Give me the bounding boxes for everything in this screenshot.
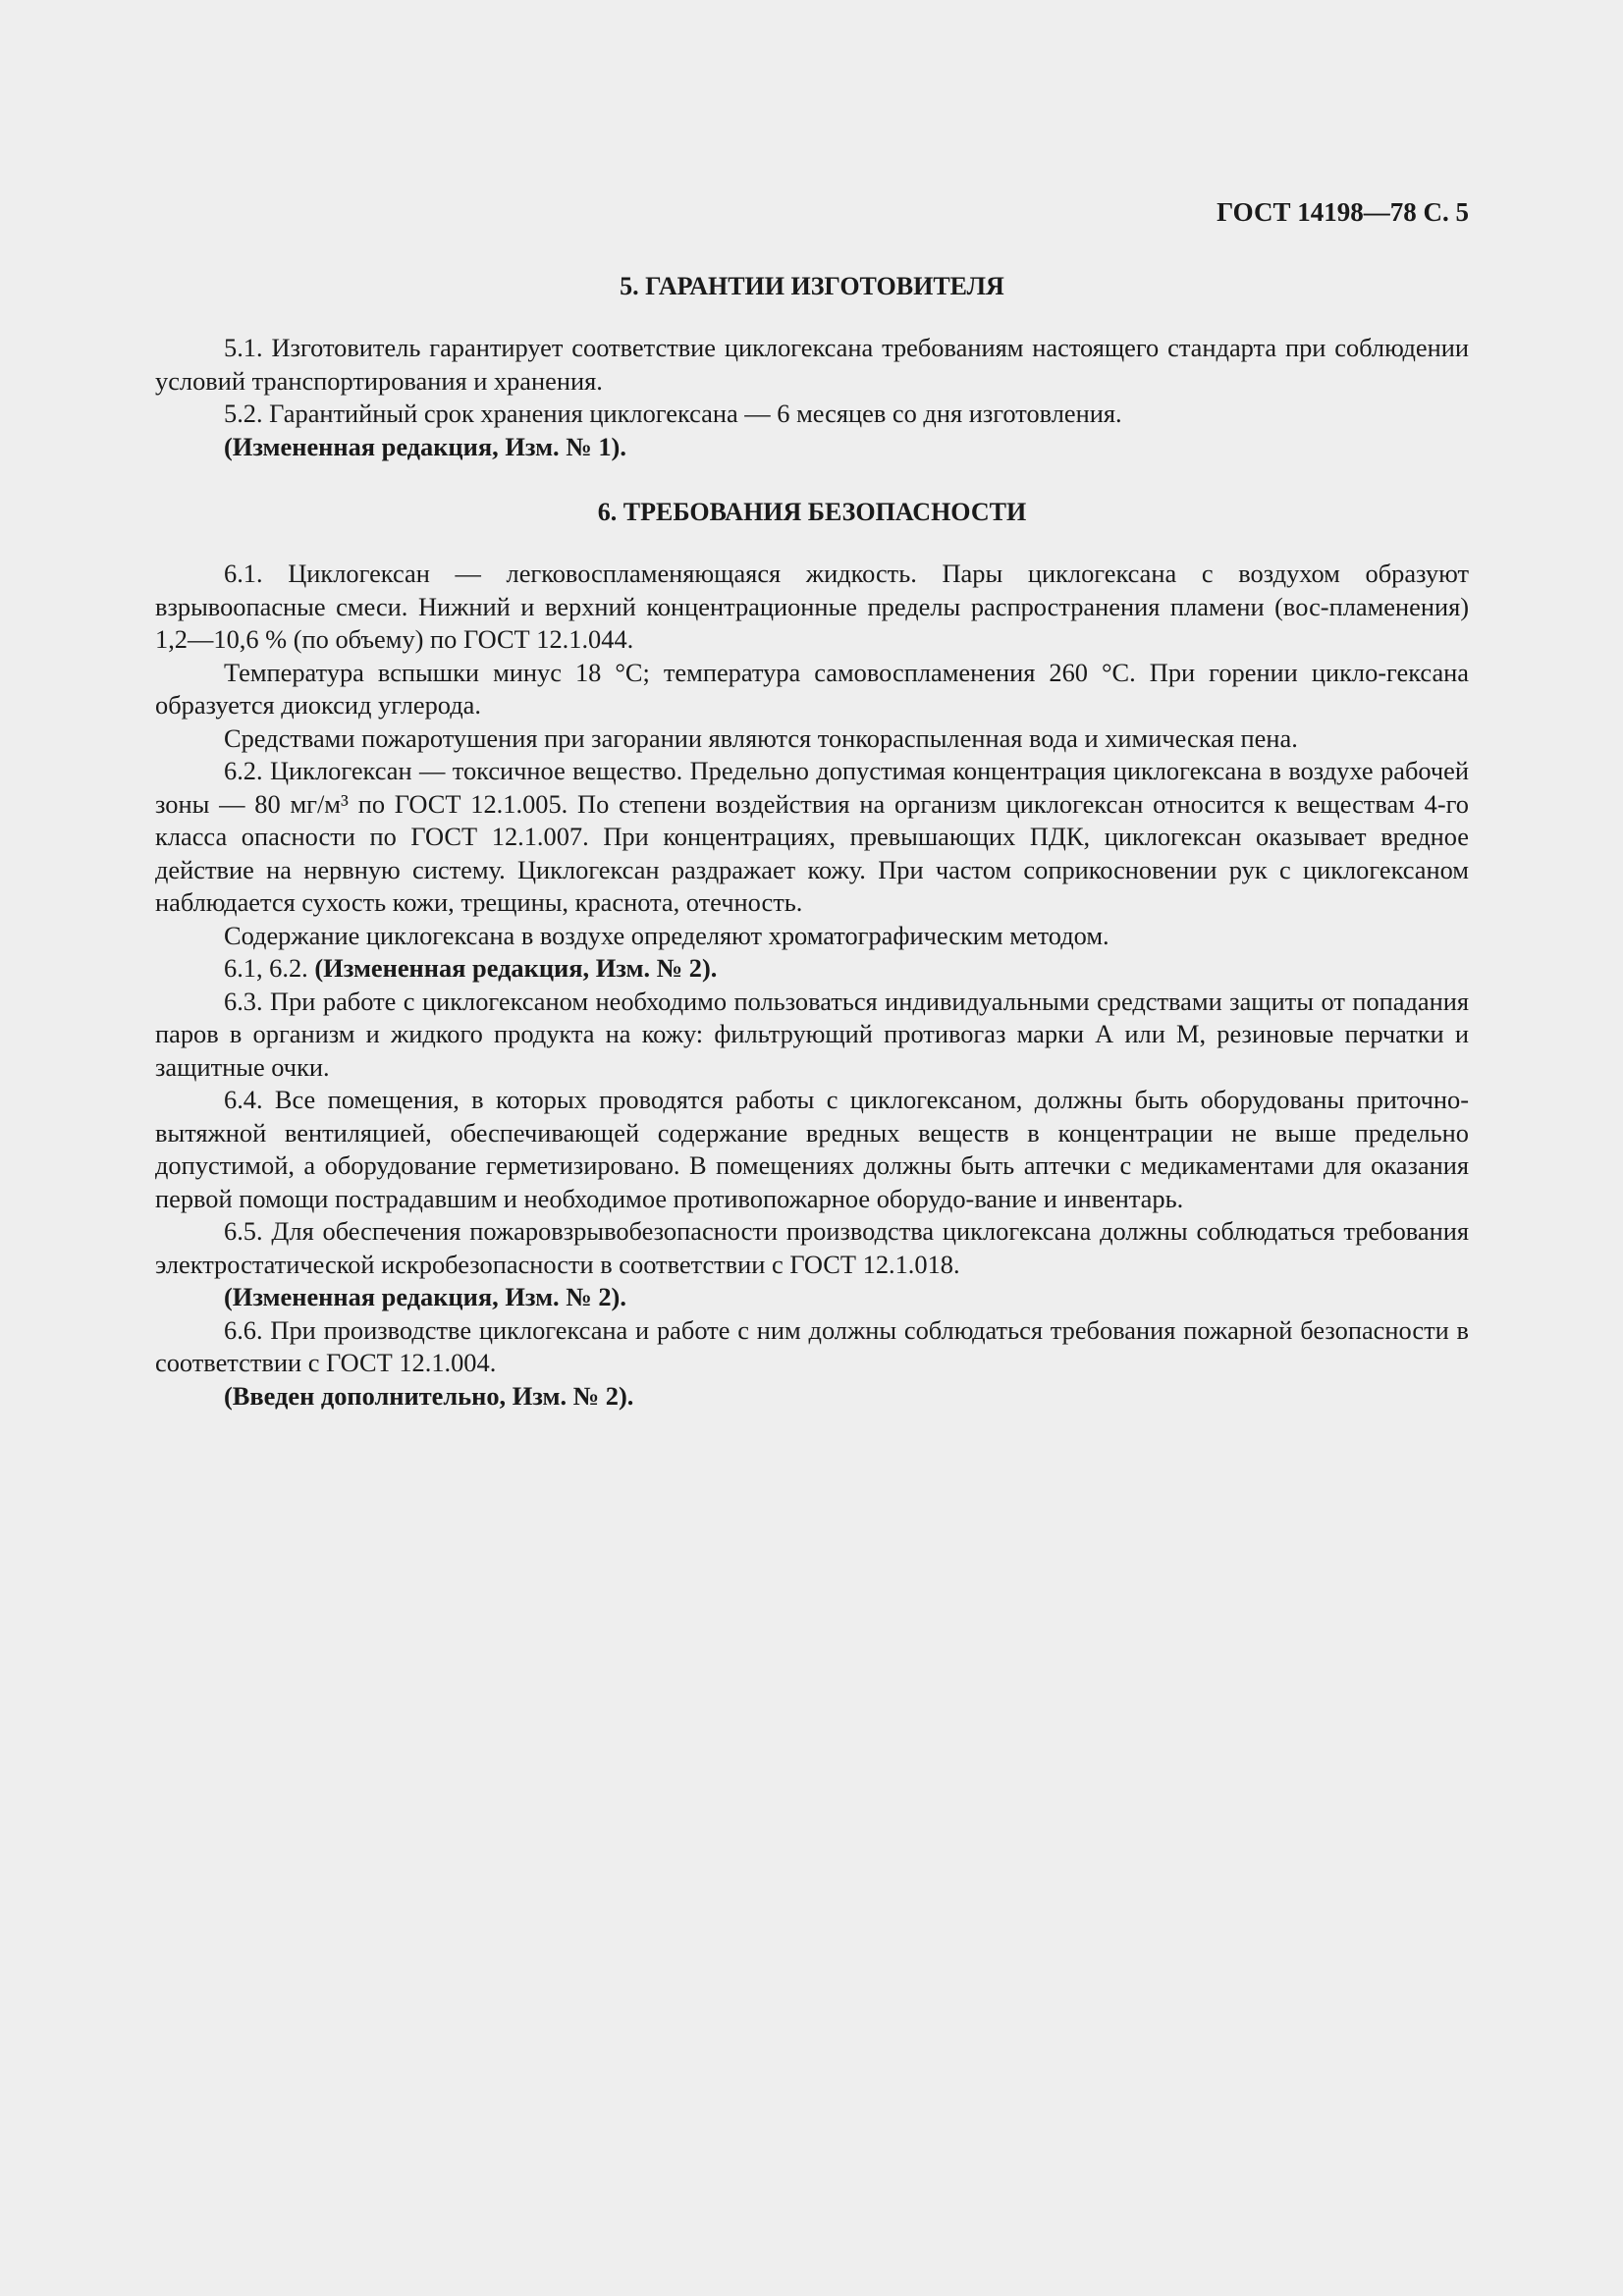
document-page xyxy=(155,192,1469,1413)
paragraph-6-1-extinguishing: Средствами пожаротушения при загорании являются тонкораспыленная вода и химическая пена. xyxy=(224,722,1298,753)
amendment-note: (Измененная редакция, Изм. № 2). xyxy=(314,953,718,983)
paragraph-6-2-method: Содержание циклогексана в воздухе определяют хроматографическим методом. xyxy=(224,920,1109,950)
paragraph-6-4: 6.4. Все помещения, в которых проводятся работы с циклогексаном, должны быть оборудованы приточно-вытяжной вентиляцией, обеспечивающей содержание вредных веществ в концентрации не выше предельно допустимой, а оборудование герметизировано. В помещениях должны быть аптечки с медикаментами для оказания первой помощи пострадавшим и необходимое противопожарное оборудо-вание и инвентарь. xyxy=(155,1085,1469,1213)
amendment-ref: 6.1, 6.2. xyxy=(224,953,308,983)
paragraph-6-5: 6.5. Для обеспечения пожаровзрывобезопасности производства циклогексана должны соблюдаться требования электростатической искробезопасности в соответствии с ГОСТ 12.1.018. xyxy=(155,1216,1469,1279)
amendment-note: (Введен дополнительно, Изм. № 2). xyxy=(224,1380,634,1411)
paragraph-5-2: 5.2. Гарантийный срок хранения циклогексана — 6 месяцев со дня изготовления. xyxy=(224,399,1122,428)
section-6-title: 6. ТРЕБОВАНИЯ БЕЗОПАСНОСТИ xyxy=(597,498,1027,526)
paragraph-5-1: 5.1. Изготовитель гарантирует соответствие циклогексана требованиям настоящего стандарта при соблюдении условий транспортирования и хранения. xyxy=(155,333,1469,396)
paragraph-6-3: 6.3. При работе с циклогексаном необходимо пользоваться индивидуальными средствами защиты от попадания паров в организм и жидкого продукта на кожу: фильтрующий противогаз марки А или М, резиновые перчатки и защитные очки. xyxy=(155,986,1469,1082)
paragraph-6-1: 6.1. Циклогексан — легковоспламеняющаяся жидкость. Пары циклогексана с воздухом образуют взрывоопасные смеси. Нижний и верхний концентрационные пределы распространения пламени (вос-пламенения) 1,2—10,6 % (по объему) по ГОСТ 12.1.044. xyxy=(155,559,1469,654)
amendment-line xyxy=(155,952,1469,986)
paragraph-6-6: 6.6. При производстве циклогексана и работе с ним должны соблюдаться требования пожарной безопасности в соответствии с ГОСТ 12.1.004. xyxy=(155,1314,1469,1377)
amendment-note: (Измененная редакция, Изм. № 2). xyxy=(224,1282,626,1311)
paragraph-6-2: 6.2. Циклогексан — токсичное вещество. Предельно допустимая концентрация циклогексана в воздухе рабочей зоны — 80 мг/м³ по ГОСТ 12.1.005. По степени воздействия на организм циклогексан относится к веществам 4-го класса опасности по ГОСТ 12.1.007. При концентрациях, превышающих ПДК, циклогексан оказывает вредное действие на нервную систему. Циклогексан раздражает кожу. При частом соприкосновении рук с циклогексаном наблюдается сухость кожи, трещины, краснота, отечность. xyxy=(155,756,1469,917)
running-head: ГОСТ 14198—78 С. 5 xyxy=(1217,197,1469,227)
amendment-note: (Измененная редакция, Изм. № 1). xyxy=(224,431,626,461)
paragraph-6-1-temperature: Температура вспышки минус 18 °С; температура самовоспламенения 260 °С. При горении цикло-гексана образуется диоксид углерода. xyxy=(155,657,1469,720)
section-5-title: 5. ГАРАНТИИ ИЗГОТОВИТЕЛЯ xyxy=(620,272,1004,300)
